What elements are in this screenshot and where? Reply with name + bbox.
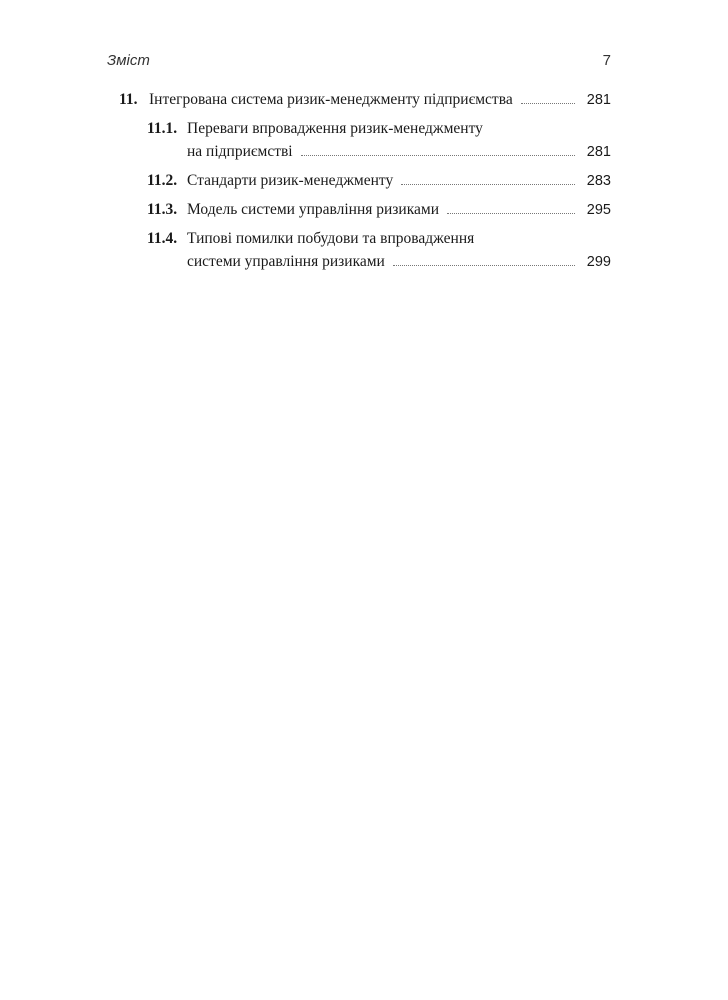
- section-page: 295: [586, 202, 611, 218]
- section-title-continued: на підприємстві: [187, 143, 293, 160]
- page-number: 7: [602, 52, 611, 69]
- table-of-contents: [119, 88, 611, 279]
- chapter-page: 281: [586, 92, 611, 108]
- section-page: 281: [586, 144, 611, 160]
- dot-leader: [521, 102, 575, 104]
- toc-section-11-1[interactable]: [147, 117, 611, 164]
- dot-leader: [447, 212, 575, 214]
- chapter-number: 11.: [119, 91, 138, 108]
- section-title: Стандарти ризик-менеджменту: [187, 172, 394, 189]
- section-page: 299: [586, 254, 611, 270]
- toc-section-11-2[interactable]: [147, 169, 611, 193]
- toc-section-11-4[interactable]: [147, 227, 611, 274]
- section-number: 11.1.: [147, 120, 178, 137]
- section-title-continued: системи управління ризиками: [187, 253, 385, 270]
- section-number: 11.2.: [147, 172, 178, 189]
- section-title: Модель системи управління ризиками: [187, 201, 439, 218]
- section-number: 11.4.: [147, 230, 178, 247]
- toc-section-11-3[interactable]: [147, 198, 611, 222]
- dot-leader: [301, 154, 575, 156]
- running-title: Зміст: [107, 52, 150, 69]
- dot-leader: [393, 264, 575, 266]
- chapter-title: Інтегрована система ризик-менеджменту підприємства: [149, 91, 513, 108]
- section-title: Типові помилки побудови та впровадження: [187, 230, 475, 247]
- section-page: 283: [586, 173, 611, 189]
- section-title: Переваги впровадження ризик-менеджменту: [187, 120, 483, 137]
- toc-chapter-11[interactable]: [119, 88, 611, 112]
- page-header: [107, 52, 611, 74]
- section-number: 11.3.: [147, 201, 178, 218]
- dot-leader: [401, 183, 575, 185]
